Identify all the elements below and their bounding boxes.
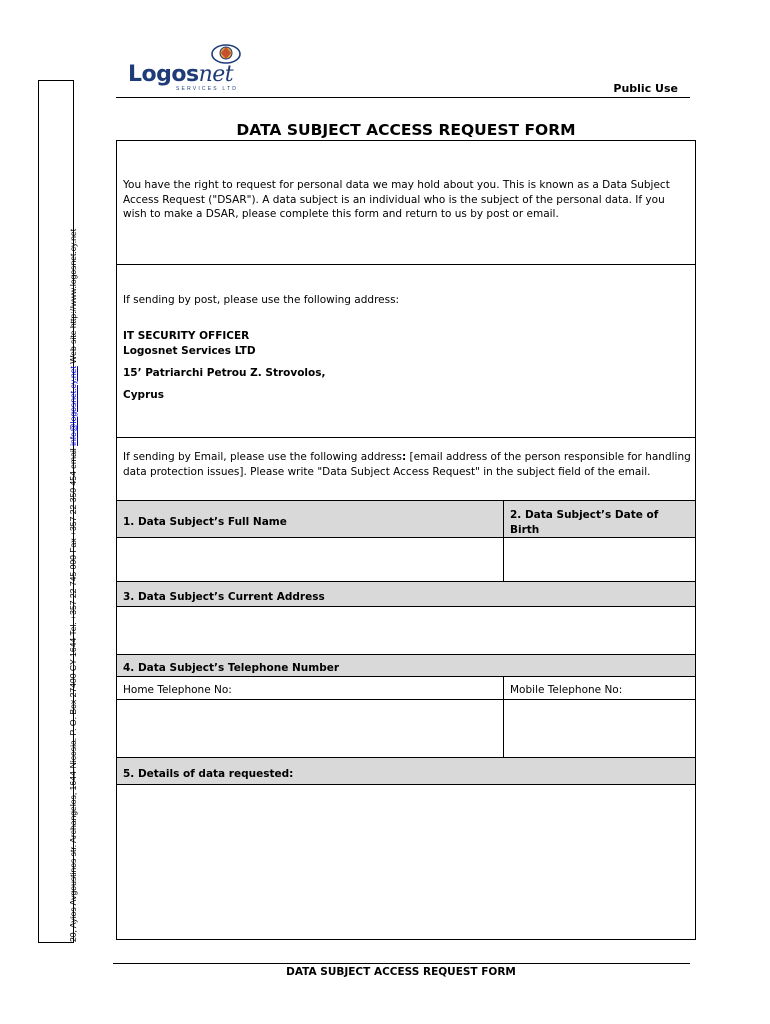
intro-section — [117, 141, 695, 265]
form-title: DATA SUBJECT ACCESS REQUEST FORM — [236, 121, 576, 139]
details-field[interactable] — [117, 785, 695, 939]
footer-divider — [113, 963, 690, 964]
website-text: Web site http://www.logosnet.cy.net — [68, 228, 78, 367]
telephone-input-row — [117, 700, 695, 758]
telephone-label: 4. Data Subject’s Telephone Number — [123, 662, 340, 674]
address-header-row — [117, 582, 695, 607]
email-instruction-text: If sending by Email, please use the following address: [email address of the person responsible for handling data protection issues]. Please write "Data Subject Access Request" in the subject field of the email. — [123, 451, 691, 478]
post-address-section — [117, 265, 695, 438]
dob-field[interactable] — [504, 538, 695, 581]
mobile-telephone-label: Mobile Telephone No: — [510, 684, 623, 696]
details-header-row — [117, 758, 695, 785]
header-divider — [116, 97, 690, 98]
intro-text: You have the right to request for personal data we may hold about you. This is known as a Data Subject Access Request ("DSAR"). A data subject is an individual who is the subject of the personal data. If you wish to make a DSAR, please complete this form and return to us by post or email. — [123, 179, 670, 220]
email-instruction-section — [117, 438, 695, 501]
access-request-form — [116, 140, 696, 940]
contact-email-link[interactable]: info@logosnet.cy.net — [68, 366, 78, 446]
post-street: 15’ Patriarchi Petrou Z. Strovolos, — [123, 367, 326, 379]
footer-title: DATA SUBJECT ACCESS REQUEST FORM — [286, 966, 516, 978]
dob-label: 2. Data Subject’s Date of Birth — [510, 509, 659, 536]
name-dob-input-row — [117, 538, 695, 582]
current-address-label: 3. Data Subject’s Current Address — [123, 591, 325, 603]
company-address-text: 20, Ayios Avgoustinos str. Archangelos, 1644-Nicosia. P. O. Box 27400 CY 1644 Tel. +357 22 745 000 Fax +357 22 350 454 email — [68, 445, 78, 942]
details-label: 5. Details of data requested: — [123, 768, 294, 780]
home-telephone-field[interactable] — [117, 700, 503, 757]
post-recipient: IT SECURITY OFFICER — [123, 330, 250, 342]
home-telephone-label: Home Telephone No: — [123, 684, 232, 696]
telephone-header-row — [117, 655, 695, 677]
telephone-subheader-row — [117, 677, 695, 700]
classification-label: Public Use — [613, 82, 678, 95]
logo-subtitle: SERVICES LTD — [176, 86, 239, 92]
current-address-field[interactable] — [117, 607, 695, 655]
full-name-field[interactable] — [117, 538, 503, 581]
name-dob-header-row — [117, 501, 695, 538]
logo-wordmark: Logosnet — [128, 62, 234, 87]
post-instruction: If sending by post, please use the following address: — [123, 294, 400, 306]
mobile-telephone-field[interactable] — [504, 700, 695, 757]
side-contact-strip — [38, 80, 78, 943]
post-country: Cyprus — [123, 389, 164, 401]
post-company: Logosnet Services LTD — [123, 345, 256, 357]
side-contact-text — [55, 81, 91, 944]
full-name-label: 1. Data Subject’s Full Name — [123, 516, 287, 528]
company-logo — [116, 40, 256, 96]
